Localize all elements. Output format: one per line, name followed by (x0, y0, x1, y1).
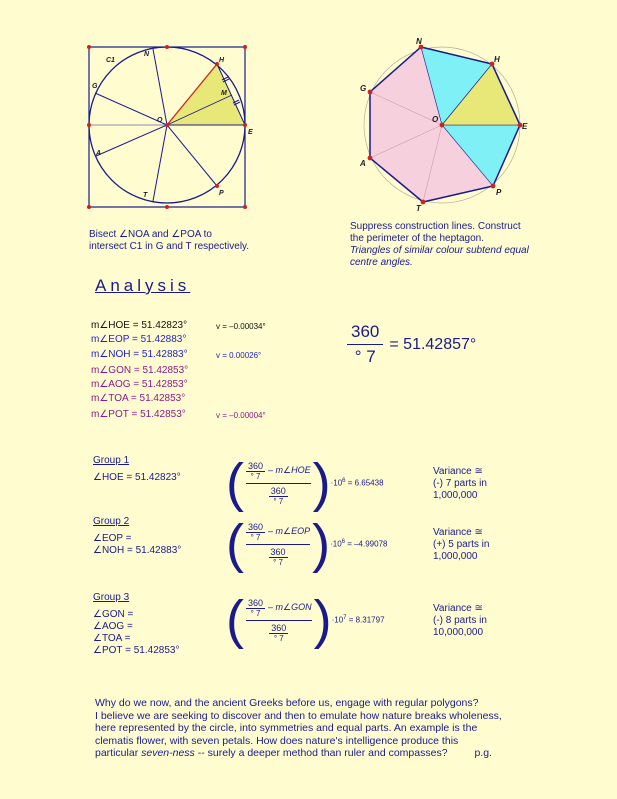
svg-text:A: A (96, 150, 102, 157)
group-heading: Group 2 (93, 516, 130, 527)
svg-text:G: G (360, 84, 367, 93)
svg-text:A: A (360, 159, 366, 168)
measure-pot: m∠POT = 51.42853° v = –0.00004° (91, 409, 266, 420)
svg-text:P: P (496, 188, 502, 197)
svg-text:E: E (522, 122, 528, 131)
svg-text:C1: C1 (106, 57, 115, 64)
group-angles: ∠HOE = 51.42823° (93, 472, 181, 483)
left-construction-figure (80, 40, 260, 215)
svg-text:H: H (494, 55, 500, 64)
triangle-hoe (167, 64, 245, 125)
measure-toa: m∠TOA = 51.42853° (91, 393, 186, 404)
svg-text:T: T (416, 204, 421, 213)
group-angles: ∠EOP = ∠NOH = 51.42883° (93, 533, 182, 556)
svg-text:H: H (219, 57, 225, 64)
variance-formula: ( $\frac{360}{^\circ 7}$ – m∠HOE $\frac{360}{^\circ 7}$ ) $\cdot 10^6 = 6.65438$ (226, 453, 384, 513)
svg-text:E: E (248, 129, 253, 136)
svg-text:N: N (416, 37, 422, 46)
group-angles: ∠GON = ∠AOG = ∠TOA = ∠POT = 51.42853° (93, 609, 180, 656)
svg-text:P: P (219, 190, 224, 197)
measure-hoe: m∠HOE = 51.42823° v = –0.00034° (91, 320, 266, 331)
variance-formula: ( $\frac{360}{^\circ 7}$ – m∠GON $\frac{360}{^\circ 7}$ ) $\cdot 10^7 = 8.31797$ (226, 590, 385, 650)
variance-note: Variance ≅ (-) 7 parts in 1,000,000 (433, 466, 487, 501)
analysis-title: Analysis (95, 276, 191, 295)
group-heading: Group 1 (93, 455, 130, 466)
left-caption: Bisect ∠NOA and ∠POA to intersect C1 in G and T respectively. (89, 229, 250, 252)
svg-text:G: G (92, 83, 98, 90)
svg-text:O: O (432, 115, 439, 124)
right-caption: Suppress construction lines. Construct the perimeter of the heptagon. Triangles of similar colour subtend equal centre angles. (350, 221, 529, 268)
svg-text:T: T (143, 192, 148, 199)
svg-text:O: O (157, 117, 163, 124)
svg-text:N: N (144, 51, 150, 58)
measure-noh: m∠NOH = 51.42883° v = 0.00026° (91, 349, 262, 360)
variance-note: Variance ≅ (+) 5 parts in 1,000,000 (433, 527, 490, 562)
closing-paragraph: Why do we now, and the ancient Greeks before us, engage with regular polygons? I believe we are seeking to discover and then to emulate how nature breaks wholeness, here represented by the circle, into symmetries and equal parts. An example is the clematis flower, with seven petals. How does nature's intelligence produce this particular seven-ness -- surely a deeper method than ruler and compasses? p.g. (95, 697, 502, 759)
variance-formula: ( $\frac{360}{^\circ 7}$ – m∠EOP $\frac{360}{^\circ 7}$ ) $\cdot 10^6 = -4.99078$ (226, 514, 388, 574)
variance-note: Variance ≅ (-) 8 parts in 10,000,000 (433, 603, 487, 638)
main-fraction: $\frac{360}{^\circ 7}$ = 51.42857° (347, 322, 476, 367)
measurements-list (91, 319, 331, 422)
svg-text:M: M (221, 90, 227, 97)
measure-eop: m∠EOP = 51.42883° (91, 334, 187, 345)
measure-gon: m∠GON = 51.42853° (91, 365, 189, 376)
heptagon-figure (355, 35, 535, 215)
measure-aog: m∠AOG = 51.42853° (91, 379, 188, 390)
signature: p.g. (474, 747, 492, 759)
group-heading: Group 3 (93, 592, 130, 603)
